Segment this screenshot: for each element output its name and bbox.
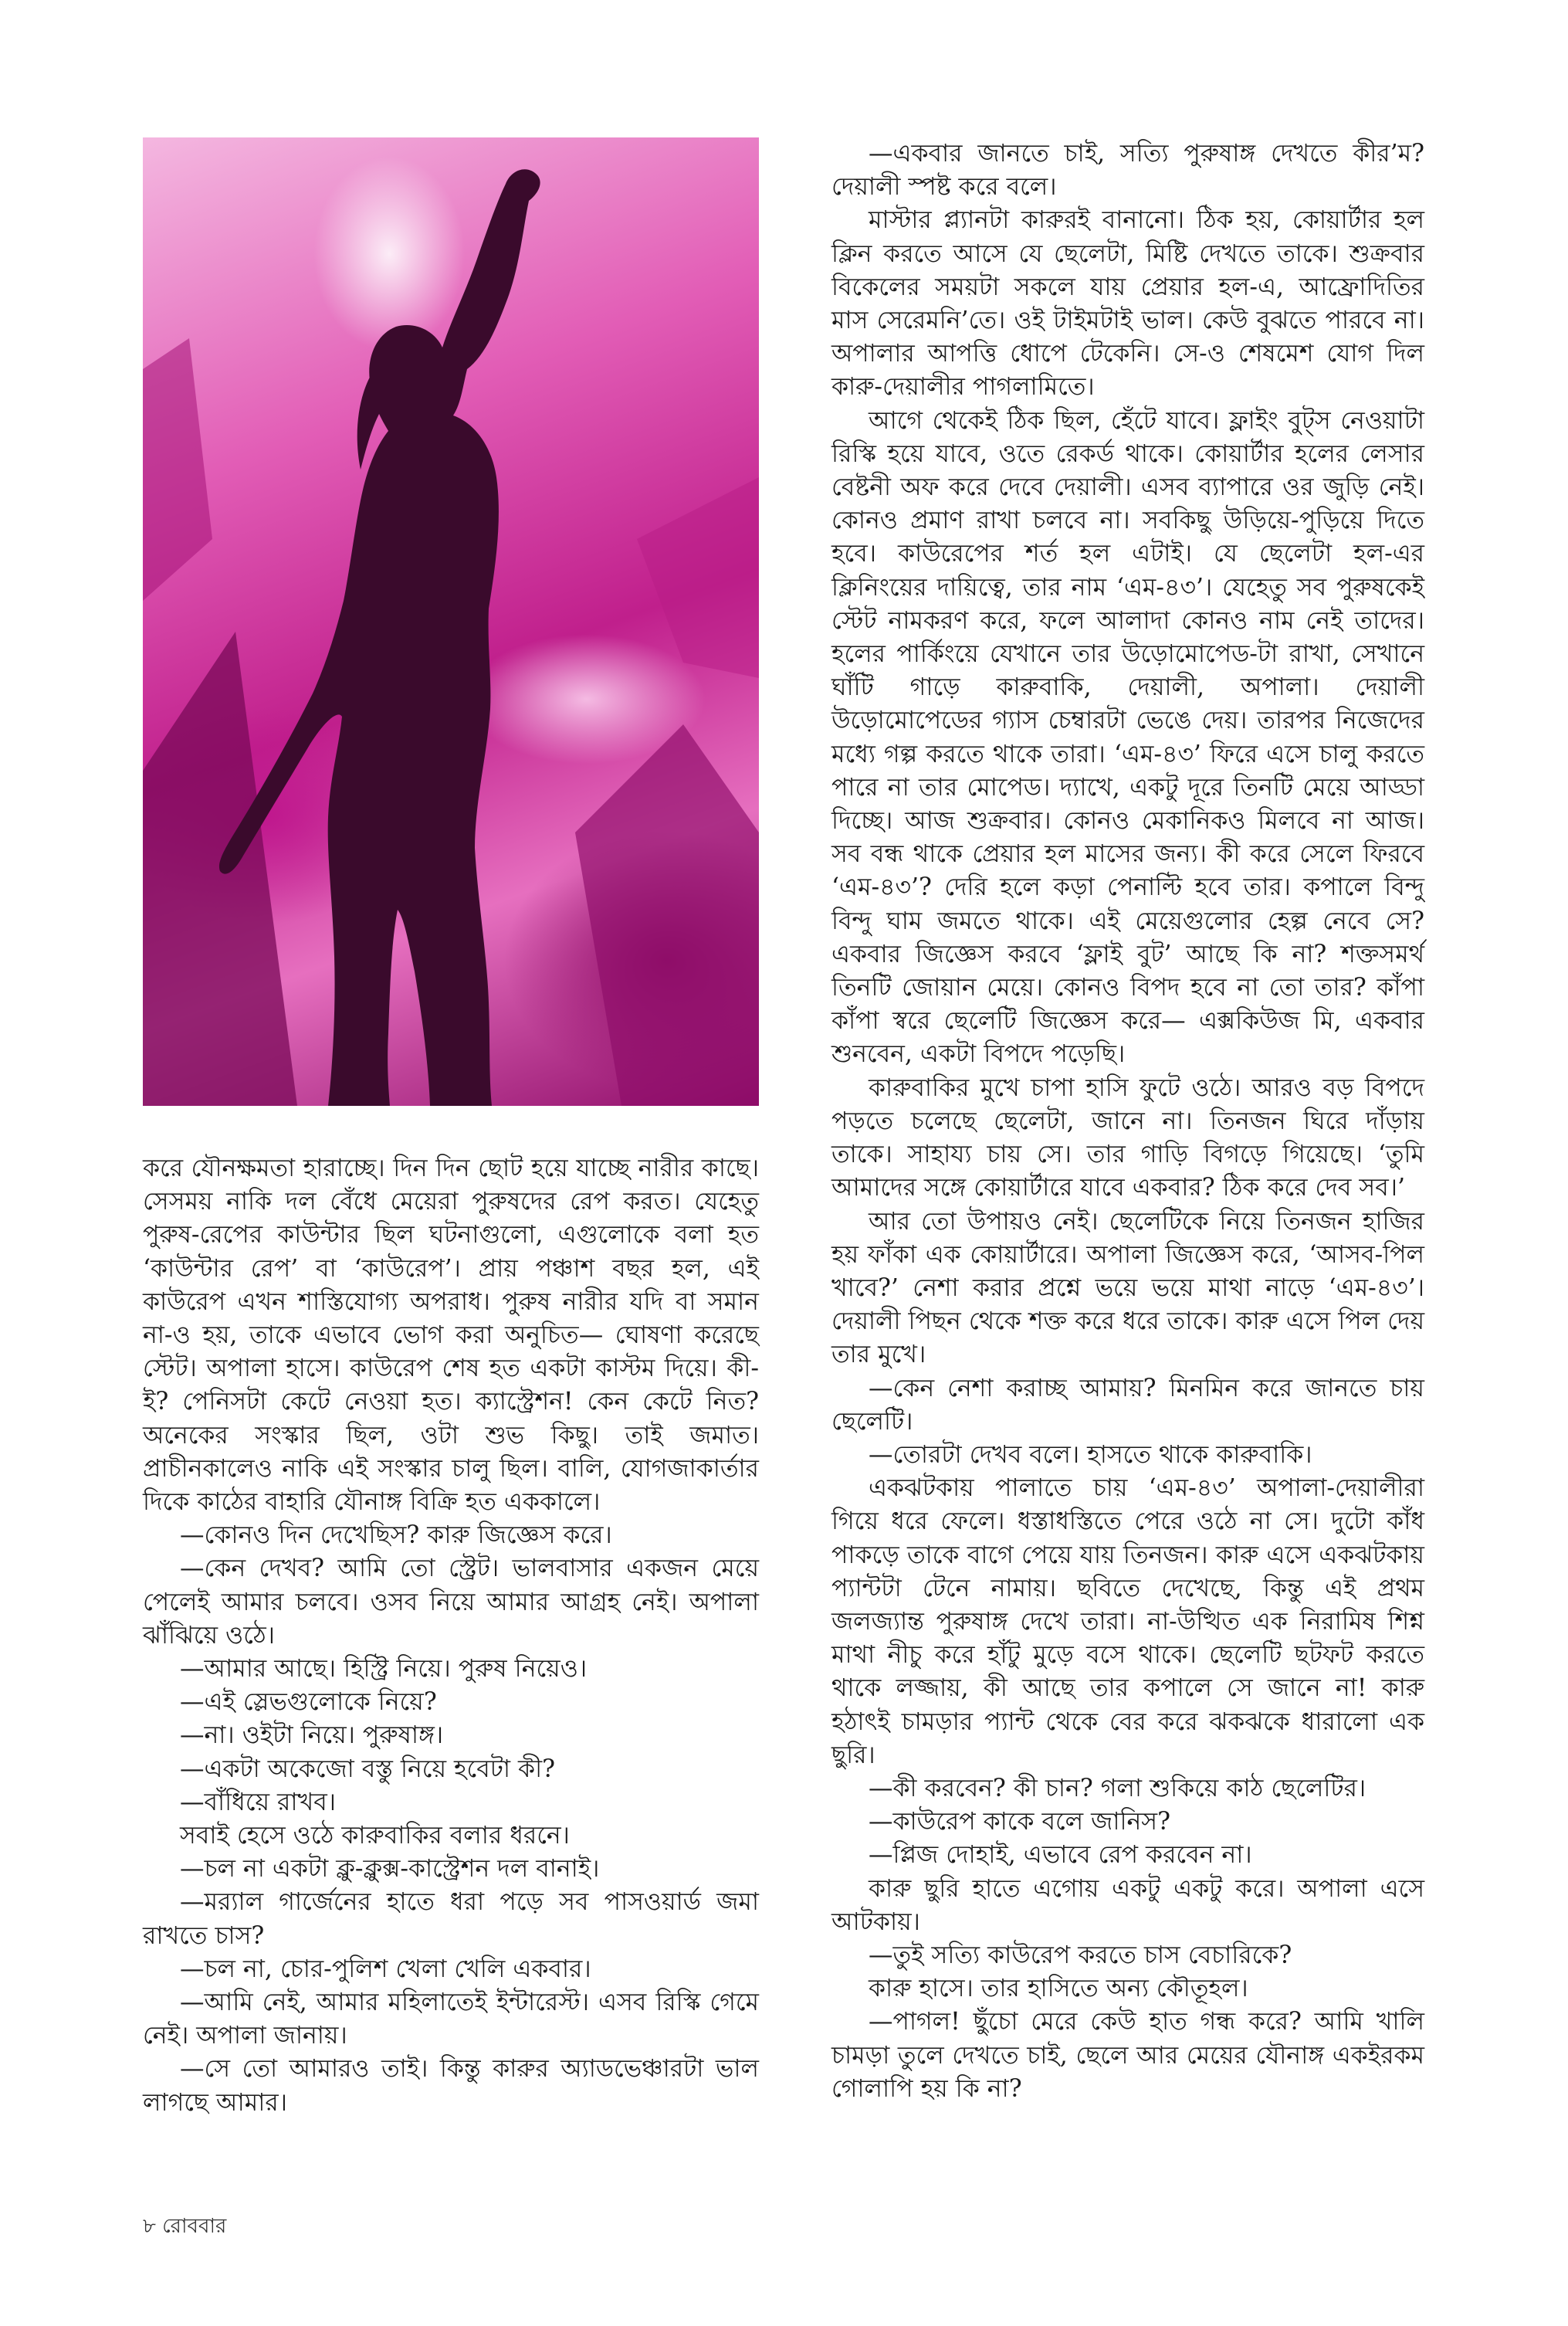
paragraph: —কী করবেন? কী চান? গলা শুকিয়ে কাঠ ছেলেটির। [869,1774,1366,1802]
paragraph: —আমার আছে। হিস্ট্রি নিয়ে। পুরুষ নিয়েও। [180,1655,588,1683]
paragraph: —এই স্লেভগুলোকে নিয়ে? [180,1688,437,1717]
paragraph: —চল না একটা ক্লু-ক্লুক্স-কাস্ট্রেশন দল বানাই। [180,1855,600,1884]
paragraph: —না। ওইটা নিয়ে। পুরুষাঙ্গ। [180,1721,444,1750]
story-illustration-photo [143,137,759,1106]
paragraph: —সে তো আমারও তাই। কিন্তু কারুর অ্যাডভেঞ্চারটা ভাল লাগছে আমার। [143,2055,759,2117]
paragraph: সবাই হেসে ওঠে কারুবাকির বলার ধরনে। [180,1822,570,1850]
paragraph: করে যৌনক্ষমতা হারাচ্ছে। দিন দিন ছোট হয়ে যাচ্ছে নারীর কাছে। সেসময় নাকি দল বেঁধে মেয়েরা পুরুষদের রেপ করত। যেহেতু পুরুষ-রেপের কাউন্টার ছিল ঘটনাগুলো, এগুলোকে বলা হত ‘কাউন্টার রেপ’ বা ‘কাউরেপ’। প্রায় পঞ্চাশ বছর হল, এই কাউরেপ এখন শাস্তিযোগ্য অপরাধ। পুরুষ নারীর যদি বা সমান না-ও হয়, তাকে এভাবে ভোগ করা অনুচিত— ঘোষণা করেছে স্টেট। অপালা হাসে। কাউরেপ শেষ হত একটা কাস্টম দিয়ে। কী-ই? পেনিসটা কেটে নেওয়া হত। ক্যাস্ট্রেশন! কেন কেটে নিত? অনেকের সংস্কার ছিল, ওটা শুভ কিছু। তাই জমাত। প্রাচীনকালেও নাকি এই সংস্কার চালু ছিল। বালি, যোগজাকার্তার দিকে কাঠের বাহারি যৌনাঙ্গ বিক্রি হত এককালে। [143,1155,759,1517]
paragraph: আগে থেকেই ঠিক ছিল, হেঁটে যাবে। ফ্লাইং বুট্স নেওয়াটা রিস্কি হয়ে যাবে, ওতে রেকর্ড থাকে। কোয়ার্টার হলের লেসার বেষ্টনী অফ করে দেবে দেয়ালী। এসব ব্যাপারে ওর জুড়ি নেই। কোনও প্রমাণ রাখা চলবে না। সবকিছু উড়িয়ে-পুড়িয়ে দিতে হবে। কাউরেপের শর্ত হল এটাই। যে ছেলেটা হল-এর ক্লিনিংয়ের দায়িত্বে, তার নাম ‘এম-৪৩’। যেহেতু সব পুরুষকেই স্টেট নামকরণ করে, ফলে আলাদা কোনও নাম নেই তাদের। হলের পার্কিংয়ে যেখানে তার উড়োমোপেড-টা রাখা, সেখানে ঘাঁটি গাড়ে কারুবাকি, দেয়ালী, অপালা। দেয়ালী উড়োমোপেডের গ্যাস চেম্বারটা ভেঙে দেয়। তারপর নিজেদের মধ্যে গল্প করতে থাকে তারা। ‘এম-৪৩’ ফিরে এসে চালু করতে পারে না তার মোপেড। দ্যাখে, একটু দূরে তিনটি মেয়ে আড্ডা দিচ্ছে। আজ শুক্রবার। কোনও মেকানিকও মিলবে না আজ। সব বন্ধ থাকে প্রেয়ার হল মাসের জন্য। কী করে সেলে ফিরবে ‘এম-৪৩’? দেরি হলে কড়া পেনাল্টি হবে তার। কপালে বিন্দু বিন্দু ঘাম জমতে থাকে। এই মেয়েগুলোর হেল্প নেবে সে? একবার জিজ্ঞেস করবে ‘ফ্লাই বুট’ আছে কি না? শক্তসমর্থ তিনটি জোয়ান মেয়ে। কোনও বিপদ হবে না তো তার? কাঁপা কাঁপা স্বরে ছেলেটি জিজ্ঞেস করে— এক্সকিউজ মি, একবার শুনবেন, একটা বিপদে পড়েছি। [831,406,1424,1069]
paragraph: —চল না, চোর-পুলিশ খেলা খেলি একবার। [180,1955,591,1983]
paragraph: —একবার জানতে চাই, সত্যি পুরুষাঙ্গ দেখতে কীর’ম? দেয়ালী স্পষ্ট করে বলে। [831,140,1424,202]
paragraph: —পাগল! ছুঁচো মেরে কেউ হাত গন্ধ করে? আমি খালি চামড়া তুলে দেখতে চাই, ছেলে আর মেয়ের যৌনাঙ্গ একইরকম গোলাপি হয় কি না? [831,2008,1424,2103]
paragraph: —বাঁধিয়ে রাখব। [180,1788,337,1816]
story-column-right [831,137,1424,2106]
silhouette-graphic [143,137,759,1106]
paragraph: —একটা অকেজো বস্তু নিয়ে হবেটা কী? [180,1755,555,1783]
paragraph: মাস্টার প্ল্যানটা কারুরই বানানো। ঠিক হয়, কোয়ার্টার হল ক্লিন করতে আসে যে ছেলেটা, মিষ্টি দেখতে তাকে। শুক্রবার বিকেলের সময়টা সকলে যায় প্রেয়ার হল-এ, আফ্রোদিতির মাস সেরেমনি’তে। ওই টাইমটাই ভাল। কেউ বুঝতে পারবে না। অপালার আপত্তি ধোপে টেকেনি। সে-ও শেষমেশ যোগ দিল কারু-দেয়ালীর পাগলামিতে। [831,206,1424,402]
paragraph: —কোনও দিন দেখেছিস? কারু জিজ্ঞেস করে। [180,1521,612,1550]
paragraph: —কেন দেখব? আমি তো স্ট্রেট। ভালবাসার একজন মেয়ে পেলেই আমার চলবে। ওসব নিয়ে আমার আগ্রহ নেই। অপালা ঝাঁঝিয়ে ওঠে। [143,1555,759,1650]
paragraph: আর তো উপায়ও নেই। ছেলেটিকে নিয়ে তিনজন হাজির হয় ফাঁকা এক কোয়ার্টারে। অপালা জিজ্ঞেস করে, ‘আসব-পিল খাবে?’ নেশা করার প্রশ্নে ভয়ে ভয়ে মাথা নাড়ে ‘এম-৪৩’। দেয়ালী পিছন থেকে শক্ত করে ধরে তাকে। কারু এসে পিল দেয় তার মুখে। [831,1207,1424,1369]
paragraph: —প্লিজ দোহাই, এভাবে রেপ করবেন না। [869,1841,1252,1870]
paragraph: —কেন নেশা করাচ্ছ আমায়? মিনমিন করে জানতে চায় ছেলেটি। [831,1374,1424,1436]
paragraph: কারু ছুরি হাতে এগোয় একটু একটু করে। অপালা এসে আটকায়। [831,1874,1424,1936]
paragraph: —তোরটা দেখব বলে। হাসতে থাকে কারুবাকি। [869,1440,1312,1469]
paragraph: একঝটকায় পালাতে চায় ‘এম-৪৩’ অপালা-দেয়ালীরা গিয়ে ধরে ফেলে। ধস্তাধস্তিতে পেরে ওঠে না সে। দুটো কাঁধ পাকড়ে তাকে বাগে পেয়ে যায় তিনজন। কারু এসে একঝটকায় প্যান্টটা টেনে নামায়। ছবিতে দেখেছে, কিন্তু এই প্রথম জলজ্যান্ত পুরুষাঙ্গ দেখে তারা। না-উত্থিত এক নিরামিষ শিশ্ন মাথা নীচু করে হাঁটু মুড়ে বসে থাকে। ছেলেটি ছটফট করতে থাকে লজ্জায়, কী আছে তার কপালে সে জানে না! কারু হঠাৎই চামড়ার প্যান্ট থেকে বের করে ঝকঝকে ধারালো এক ছুরি। [831,1474,1424,1769]
paragraph: কারুবাকির মুখে চাপা হাসি ফুটে ওঠে। আরও বড় বিপদে পড়তে চলেছে ছেলেটা, জানে না। তিনজন ঘিরে দাঁড়ায় তাকে। সাহায্য চায় সে। তার গাড়ি বিগড়ে গিয়েছে। ‘তুমি আমাদের সঙ্গে কোয়ার্টারে যাবে একবার? ঠিক করে দেব সব।’ [831,1073,1424,1202]
page-footer-label: ৮ রোববার [143,2215,227,2238]
paragraph: —তুই সত্যি কাউরেপ করতে চাস বেচারিকে? [869,1941,1292,1969]
paragraph: কারু হাসে। তার হাসিতে অন্য কৌতূহল। [869,1975,1248,2003]
story-column-left [143,1152,759,2120]
paragraph: —কাউরেপ কাকে বলে জানিস? [869,1808,1170,1836]
paragraph: —আমি নেই, আমার মহিলাতেই ইন্টারেস্ট। এসব রিস্কি গেমে নেই। অপালা জানায়। [143,1989,759,2050]
paragraph: —মর‍্যাল গার্জেনের হাতে ধরা পড়ে সব পাসওয়ার্ড জমা রাখতে চাস? [143,1888,759,1950]
